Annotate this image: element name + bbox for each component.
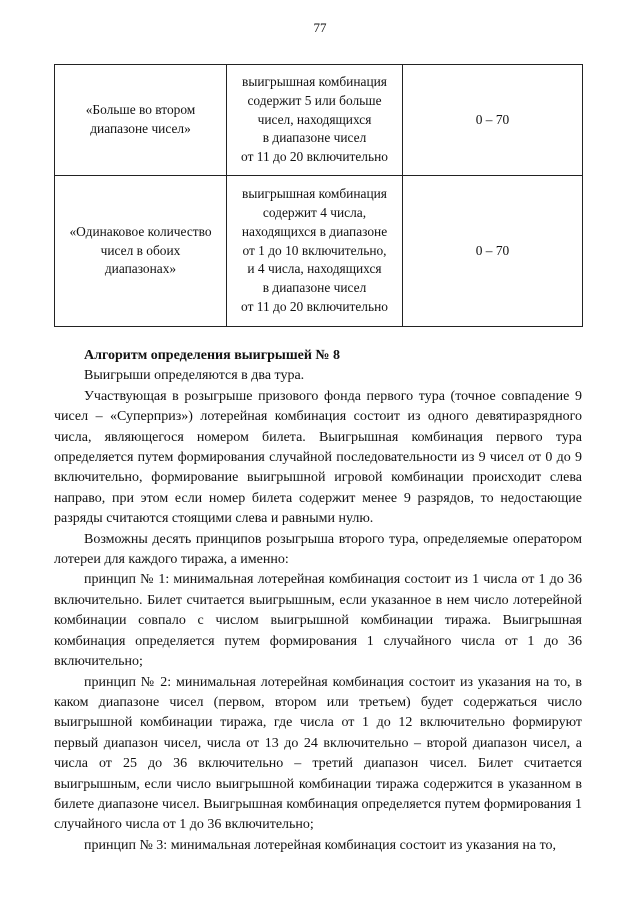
- document-body: [54, 346, 582, 856]
- paragraph-principle-1: принцип № 1: минимальная лотерейная комбинация состоит из 1 числа от 1 до 36 включительно. Билет считается выигрышным, если указанное в нем число лотерейной комбинации совпало с числом выигрышной комбинации тиража. Выигрышная комбинация определяется путем формирования 1 случайного числа от 1 до 36 включительно;: [54, 572, 582, 670]
- condition-line: от 1 до 10 включительно,: [242, 242, 387, 258]
- fund-share-cell: [403, 65, 583, 176]
- condition-line: содержит 4 числа,: [262, 205, 367, 220]
- fund-share-value: 0 – 70: [475, 242, 510, 258]
- prize-category-table: [54, 64, 583, 327]
- winning-condition-cell: [227, 65, 403, 176]
- paragraph-principle-2: принцип № 2: минимальная лотерейная комбинация состоит из указания на то, в каком диапазоне чисел (первом, втором или третьем) будет содержаться число выигрышной комбинации тиража, где числа от 1 до 12 включительно формируют первый диапазон чисел, числа от 13 до 24 включительно – второй диапазон чисел, а числа от 25 до 36 включительно – третий диапазон чисел. Билет считается выигрышным, если число выигрышной комбинации тиража содержится в указанном в билете диапазоне чисел. Выигрышная комбинация определяется путем формирования 1 случайного числа от 1 до 36 включительно;: [54, 674, 582, 833]
- condition-line: находящихся в диапазоне: [241, 223, 388, 239]
- category-name-line: диапазонах»: [104, 261, 177, 277]
- category-name-cell: [55, 176, 227, 327]
- table-row: [55, 176, 583, 327]
- paragraph-first-round: Участвующая в розыгрыше призового фонда первого тура (точное совпадение 9 чисел – «Суперприз») лотерейная комбинация состоит из одного девятиразрядного числа, являющегося номером билета. Выигрышная комбинация первого тура определяется путем формирования случайной последовательности из 9 чисел от 0 до 9 включительно, формирование выигрышной игровой комбинации происходит слева направо, при этом если номер билета содержит менее 9 разрядов, то недостающие разряды считаются стоящими слева и равными нулю.: [54, 388, 582, 527]
- paragraph-second-round-intro: Возможны десять принципов розыгрыша второго тура, определяемые оператором лотереи для каждого тиража, а именно:: [54, 531, 582, 568]
- page-number: 77: [313, 20, 327, 35]
- fund-share-cell: [403, 176, 583, 327]
- condition-line: от 11 до 20 включительно: [241, 149, 388, 165]
- condition-line: в диапазоне чисел: [262, 130, 367, 146]
- paragraph-principle-3: принцип № 3: минимальная лотерейная комбинация состоит из указания на то,: [84, 837, 557, 853]
- category-name-cell: [55, 65, 227, 176]
- condition-line: содержит 5 или больше: [247, 92, 382, 108]
- condition-line: в диапазоне чисел: [262, 280, 367, 296]
- fund-share-value: 0 – 70: [475, 111, 510, 127]
- condition-line: чисел, находящихся: [257, 111, 372, 127]
- paragraph-two-rounds: Выигрыши определяются в два тура.: [84, 368, 305, 384]
- section-heading: Алгоритм определения выигрышей № 8: [84, 348, 340, 363]
- category-name-line: диапазоне чисел»: [90, 121, 191, 136]
- category-name-line: «Больше во втором: [85, 102, 196, 118]
- condition-line: выигрышная комбинация: [242, 186, 387, 202]
- condition-line: выигрышная комбинация: [242, 74, 387, 89]
- category-name-line: «Одинаковое количество: [69, 223, 212, 239]
- condition-line: от 11 до 20 включительно: [241, 298, 388, 314]
- winning-condition-cell: [227, 176, 403, 327]
- category-name-line: чисел в обоих: [100, 242, 181, 258]
- condition-line: и 4 числа, находящихся: [247, 261, 382, 277]
- table-row: [55, 65, 583, 176]
